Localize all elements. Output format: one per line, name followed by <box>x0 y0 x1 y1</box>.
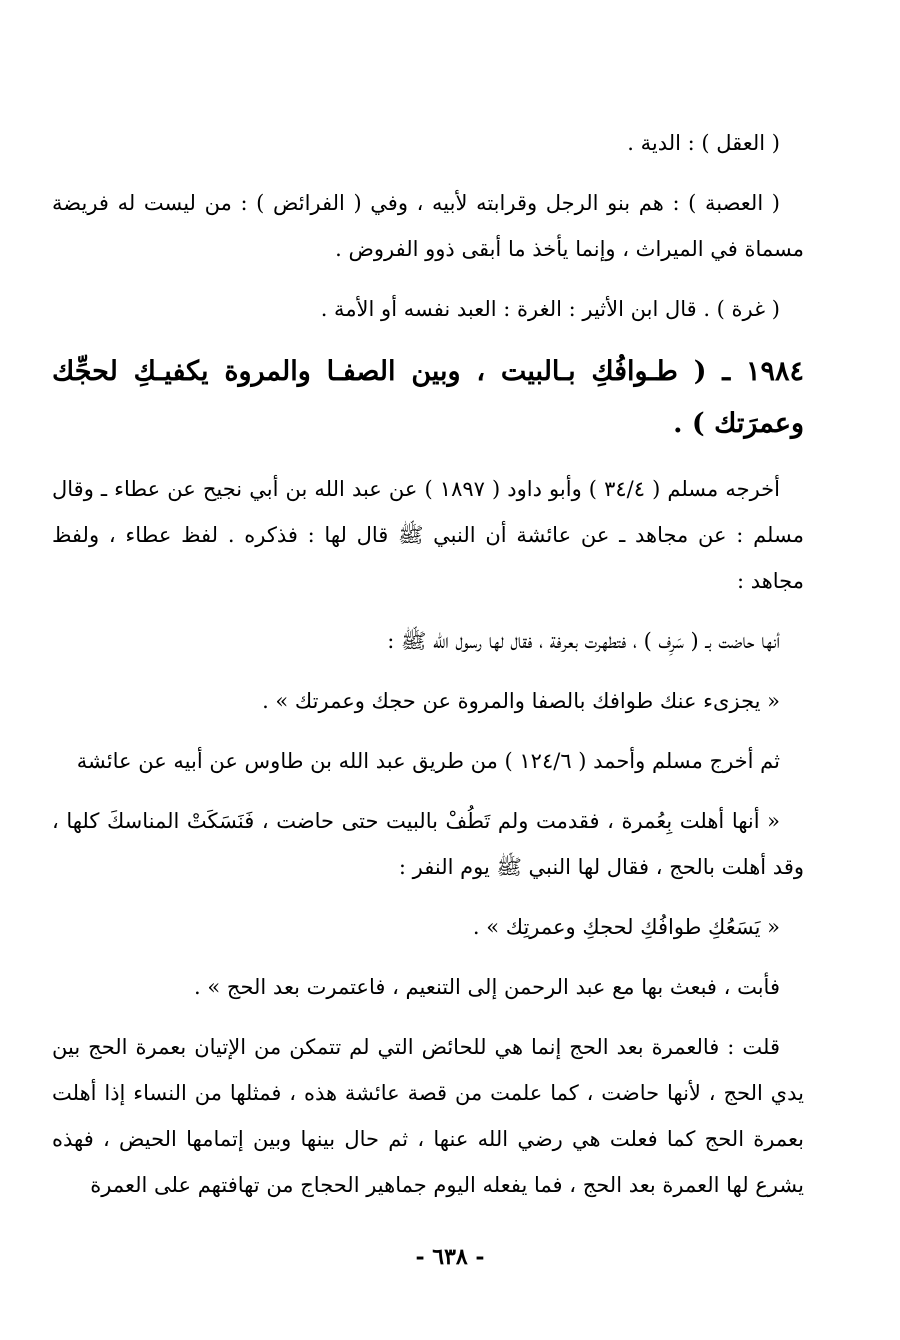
hadith-title: ١٩٨٤ ـ ( طـوافُكِ بـالبيت ، وبين الصفـا والمروة يكفيـكِ لحجِّك وعمرَتك ) . <box>52 356 804 439</box>
author-comment: قلت : فالعمرة بعد الحج إنما هي للحائض التي لم تتمكن من الإتيان بعمرة الحج بين يدي الحج ، لأنها حاضت ، كما علمت من قصة عائشة هذه ، فمثلها من النساء إذا أهلت بعمرة الحج كما فعلت هي رضي الله عنها ، ثم حال بينها وبين إتمامها الحيض ، فهذه يشرع لها العمرة بعد الحج ، فما يفعله اليوم جماهير الحجاج من تهافتهم على العمرة <box>52 1035 804 1197</box>
second-takhrij: ثم أخرج مسلم وأحمد ( ١٢٤/٦ ) من طريق عبد الله بن طاوس عن أبيه عن عائشة <box>76 749 780 773</box>
quote-line: « يجزىء عنك طوافك بالصفا والمروة عن حجك وعمرتك » . <box>262 689 780 713</box>
narration-ending: فأبت ، فبعث بها مع عبد الرحمن إلى التنعيم ، فاعتمرت بعد الحج » . <box>194 975 780 999</box>
definition-aql: ( العقل ) : الدية . <box>627 131 780 155</box>
definition-ghurra: ( غرة ) . قال ابن الأثير : الغرة : العبد نفسه أو الأمة . <box>320 297 780 321</box>
page-number: - ٦٣٨ - <box>415 1244 485 1270</box>
prophet-quote: « يَسَعُكِ طوافُكِ لحجكِ وعمرتِك » . <box>472 915 780 939</box>
definition-asaba: ( العصبة ) : هم بنو الرجل وقرابته لأبيه ، وفي ( الفرائض ) : من ليست له فريضة مسماة في الميراث ، وإنما يأخذ ما أبقى ذوو الفروض . <box>52 191 804 261</box>
takhrij-paragraph: أخرجه مسلم ( ٣٤/٤ ) وأبو داود ( ١٨٩٧ ) عن عبد الله بن أبي نجيح عن عطاء ـ وقال مسلم : عن مجاهد ـ عن عائشة أن النبي ﷺ قال لها : فذكره . لفظ عطاء ، ولفظ مجاهد : <box>52 477 804 593</box>
narration-line: أنها حاضت بـ ( سَرِف ) ، فتطهرت بعرفة ، فقال لها رسول الله ﷺ : <box>387 629 780 653</box>
aisha-narration: « أنها أهلت بِعُمرة ، فقدمت ولم تَطُفْ بالبيت حتى حاضت ، فَنَسَكَتْ المناسكَ كلها ، وقد أهلت بالحج ، فقال لها النبي ﷺ يوم النفر : <box>52 809 804 879</box>
